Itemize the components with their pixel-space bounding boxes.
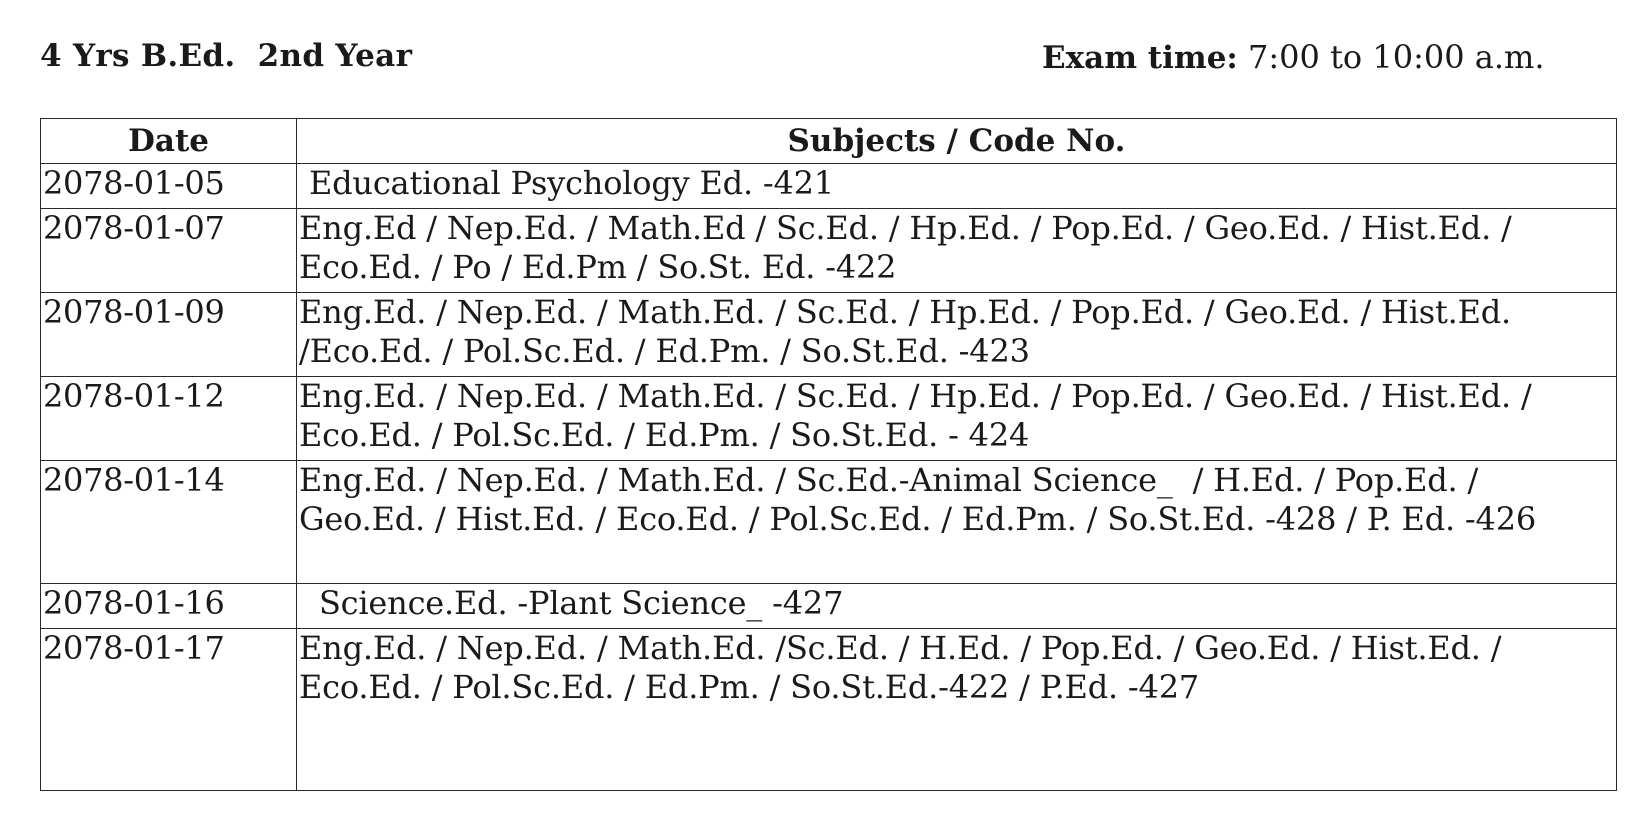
document-header (40, 38, 1560, 78)
exam-subjects: Educational Psychology Ed. -421 (297, 164, 1617, 209)
exam-time (1042, 38, 1545, 76)
exam-date: 2078-01-09 (41, 293, 297, 377)
exam-subjects: Eng.Ed. / Nep.Ed. / Math.Ed. / Sc.Ed. / Hp.Ed. / Pop.Ed. / Geo.Ed. / Hist.Ed. / Eco.Ed. / Pol.Sc.Ed. / Ed.Pm. / So.St.Ed. - 424 (297, 377, 1617, 461)
table-row (41, 209, 1617, 293)
exam-time-label: Exam time: (1042, 40, 1238, 76)
exam-date: 2078-01-05 (41, 164, 297, 209)
exam-date: 2078-01-16 (41, 584, 297, 629)
exam-time-value: 7:00 to 10:00 a.m. (1248, 38, 1545, 76)
table-row (41, 293, 1617, 377)
exam-date: 2078-01-17 (41, 629, 297, 791)
table-header-row (41, 119, 1617, 164)
exam-subjects: Eng.Ed / Nep.Ed. / Math.Ed / Sc.Ed. / Hp.Ed. / Pop.Ed. / Geo.Ed. / Hist.Ed. / Eco.Ed. / Po / Ed.Pm / So.St. Ed. -422 (297, 209, 1617, 293)
table-row (41, 377, 1617, 461)
exam-subjects: Science.Ed. -Plant Science_ -427 (297, 584, 1617, 629)
exam-date: 2078-01-07 (41, 209, 297, 293)
exam-schedule-table (40, 118, 1617, 791)
subjects-column-header: Subjects / Code No. (297, 119, 1617, 164)
table-row (41, 164, 1617, 209)
program-title: 4 Yrs B.Ed. 2nd Year (40, 38, 413, 74)
exam-subjects: Eng.Ed. / Nep.Ed. / Math.Ed. /Sc.Ed. / H.Ed. / Pop.Ed. / Geo.Ed. / Hist.Ed. / Eco.Ed. / Pol.Sc.Ed. / Ed.Pm. / So.St.Ed.-422 / P.Ed. -427 (297, 629, 1617, 791)
table-row (41, 584, 1617, 629)
exam-subjects: Eng.Ed. / Nep.Ed. / Math.Ed. / Sc.Ed. / Hp.Ed. / Pop.Ed. / Geo.Ed. / Hist.Ed. /Eco.Ed. / Pol.Sc.Ed. / Ed.Pm. / So.St.Ed. -423 (297, 293, 1617, 377)
table-row (41, 629, 1617, 791)
exam-subjects: Eng.Ed. / Nep.Ed. / Math.Ed. / Sc.Ed.-Animal Science_ / H.Ed. / Pop.Ed. / Geo.Ed. / Hist.Ed. / Eco.Ed. / Pol.Sc.Ed. / Ed.Pm. / So.St.Ed. -428 / P. Ed. -426 (297, 461, 1617, 584)
exam-date: 2078-01-12 (41, 377, 297, 461)
table-row (41, 461, 1617, 584)
exam-date: 2078-01-14 (41, 461, 297, 584)
date-column-header: Date (41, 119, 297, 164)
